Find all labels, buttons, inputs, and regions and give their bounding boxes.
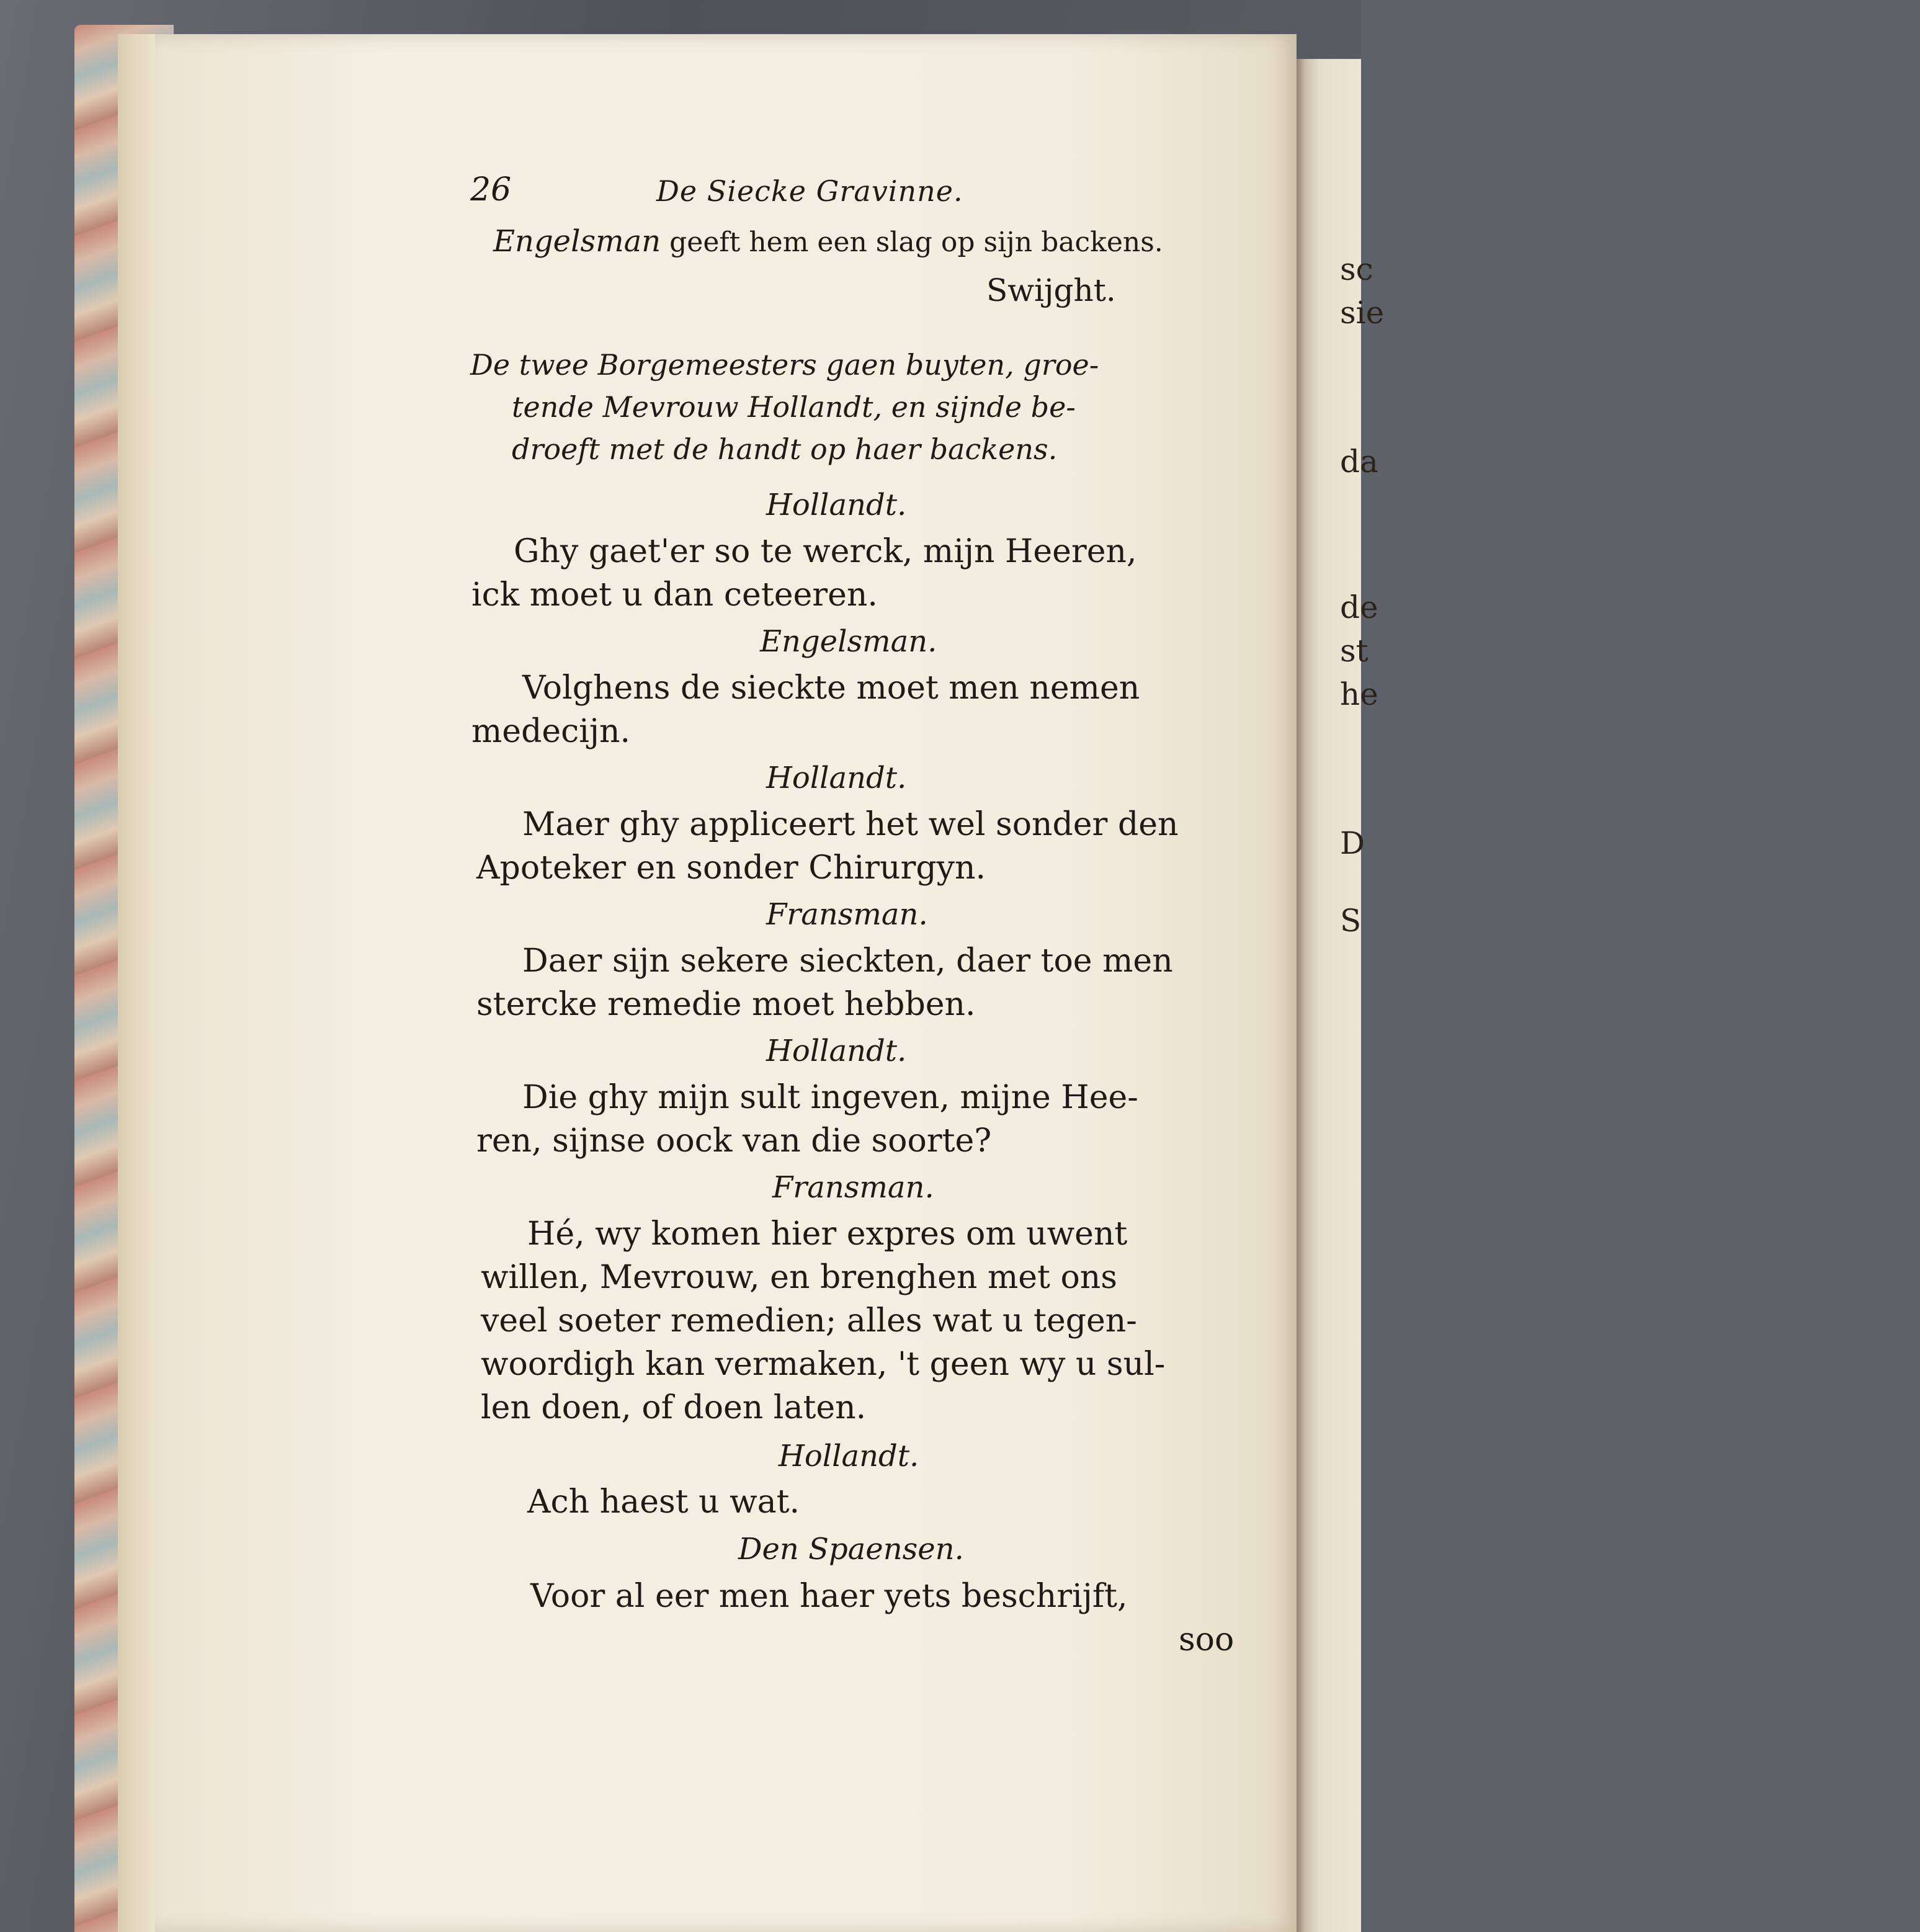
dialogue-line: medecijn. <box>471 713 631 750</box>
speaker-name: Hollandt. <box>766 488 907 522</box>
dialogue-line: ick moet u dan ceteeren. <box>471 576 878 614</box>
page-number: 26 <box>470 171 512 208</box>
dialogue-line: Volghens de sieckte moet men nemen <box>522 669 1140 707</box>
dialogue-line: ren, sijnse oock van die soorte? <box>476 1122 992 1160</box>
dialogue-line: Ghy gaet'er so te werck, mijn Heeren, <box>514 533 1137 570</box>
dialogue-line: Hé, wy komen hier expres om uwent <box>527 1215 1128 1253</box>
dialogue-line: stercke remedie moet hebben. <box>476 986 976 1023</box>
stage-direction-line: tende Mevrouw Hollandt, en sijnde be- <box>512 390 1076 424</box>
opposite-page-fragment: D <box>1340 825 1365 861</box>
speaker-name: Hollandt. <box>766 1034 907 1068</box>
dialogue-line: Apoteker en sonder Chirurgyn. <box>476 849 986 887</box>
dialogue-line: Ach haest u wat. <box>527 1483 800 1521</box>
running-title: De Siecke Gravinne. <box>656 174 963 208</box>
stage-direction-swijght: Swijght. <box>986 272 1116 308</box>
dialogue-line: woordigh kan vermaken, 't geen wy u sul- <box>481 1346 1166 1383</box>
opposite-page-fragment: sie <box>1340 295 1385 331</box>
opposite-page-fragment: st <box>1340 633 1369 669</box>
book-page <box>155 34 1297 1932</box>
speaker-name: Fransman. <box>766 897 928 932</box>
stage-direction-line: Engelsman geeft hem een slag op sijn backens. <box>493 224 1163 259</box>
opposite-page-fragment: he <box>1340 676 1378 712</box>
speaker-name: Hollandt. <box>766 761 907 795</box>
speaker-name: Fransman. <box>772 1170 934 1205</box>
opposite-page-fragment: S <box>1340 903 1362 939</box>
opposite-page <box>1297 59 1361 1932</box>
dialogue-line: veel soeter remedien; alles wat u tegen- <box>481 1302 1137 1339</box>
speaker-name: Engelsman. <box>760 624 937 659</box>
catchword: soo <box>1179 1621 1235 1658</box>
opposite-page-fragment: da <box>1340 444 1378 480</box>
stage-direction-line: De twee Borgemeesters gaen buyten, groe- <box>470 348 1099 382</box>
stage-direction-line: droeft met de handt op haer backens. <box>512 432 1058 466</box>
speaker-name: Den Spaensen. <box>738 1532 964 1567</box>
dialogue-line: Maer ghy appliceert het wel sonder den <box>522 806 1179 843</box>
speaker-name: Hollandt. <box>779 1439 919 1474</box>
dialogue-line: Voor al eer men haer yets beschrijft, <box>530 1578 1128 1615</box>
dialogue-line: willen, Mevrouw, en brenghen met ons <box>481 1259 1117 1296</box>
dialogue-line: Daer sijn sekere sieckten, daer toe men <box>522 942 1173 980</box>
dialogue-line: Die ghy mijn sult ingeven, mijne Hee- <box>522 1079 1138 1116</box>
opposite-page-fragment: sc <box>1340 251 1373 287</box>
opposite-page-fragment: de <box>1340 589 1378 625</box>
dialogue-line: len doen, of doen laten. <box>481 1389 867 1426</box>
